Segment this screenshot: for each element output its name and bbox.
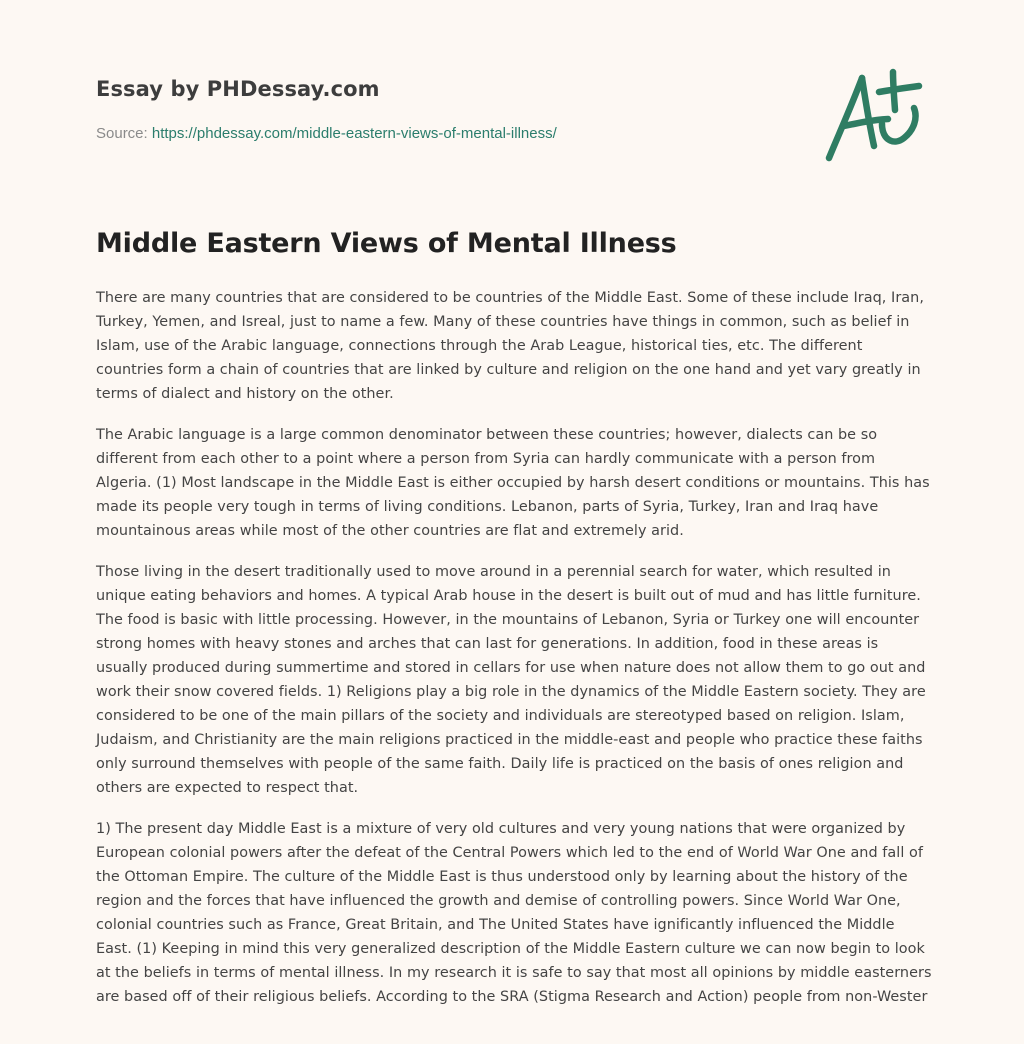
paragraph-1: There are many countries that are considered to be countries of the Middle East. Some of these include Iraq, Iran, Turkey, Yemen, and Isreal, just to name a few. Many of these countries have things in common, such as belief in Islam, use of the Arabic language, connections through the Arab League, historical ties, etc. The different countries form a chain of countries that are linked by culture and religion on the one hand and yet vary greatly in terms of dialect and history on the other. — [96, 290, 924, 402]
essay-header — [96, 74, 796, 144]
paragraph-2: The Arabic language is a large common denominator between these countries; however, dialects can be so different from each other to a point where a person from Syria can hardly communicate with a person from Algeria. (1) Most landscape in the Middle East is either occupied by harsh desert conditions or mountains. This has made its people very tough in terms of living conditions. Lebanon, parts of Syria, Turkey, Iran and Iraq have mountainous areas while most of the other countries are flat and extremely arid. — [96, 427, 930, 539]
page-title: Middle Eastern Views of Mental Illness — [96, 228, 677, 259]
paragraph-4: 1) The present day Middle East is a mixture of very old cultures and very young nations that were organized by European colonial powers after the defeat of the Central Powers which led to the end of World War One and fall of the Ottoman Empire. The culture of the Middle East is thus understood only by learning about the history of the region and the forces that have influenced the growth and demise of controlling powers. Since World War One, colonial countries such as France, Great Britain, and The United States have ignificantly influenced the Middle East. (1) Keeping in mind this very generalized description of the Middle Eastern culture we can now begin to look at the beliefs in terms of mental illness. In my research it is safe to say that most all opinions by middle easterners are based off of their religious beliefs. According to the SRA (Stigma Research and Action) people from non-Wester — [96, 821, 932, 1005]
paragraph-3: Those living in the desert traditionally used to move around in a perennial search for water, which resulted in unique eating behaviors and homes. A typical Arab house in the desert is built out of mud and has little furniture. The food is basic with little processing. However, in the mountains of Lebanon, Syria or Turkey one will encounter strong homes with heavy stones and arches that can last for generations. In addition, food in these areas is usually produced during summertime and stored in cellars for use when nature does not allow them to go out and work their snow covered fields. 1) Religions play a big role in the dynamics of the Middle Eastern society. They are considered to be one of the main pillars of the society and individuals are stereotyped based on religion. Islam, Judaism, and Christianity are the main religions practiced in the middle-east and people who practice these faiths only surround themselves with people of the same faith. Daily life is practiced on the basis of ones religion and others are expected to respect that. — [96, 564, 926, 796]
source-line — [96, 124, 796, 144]
site-title: Essay by PHDessay.com — [96, 77, 380, 101]
essay-body — [96, 286, 932, 1026]
a-plus-grade-icon — [822, 66, 926, 166]
source-link[interactable]: https://phdessay.com/middle-eastern-views-of-mental-illness/ — [151, 125, 557, 142]
source-label: Source: — [96, 125, 152, 142]
